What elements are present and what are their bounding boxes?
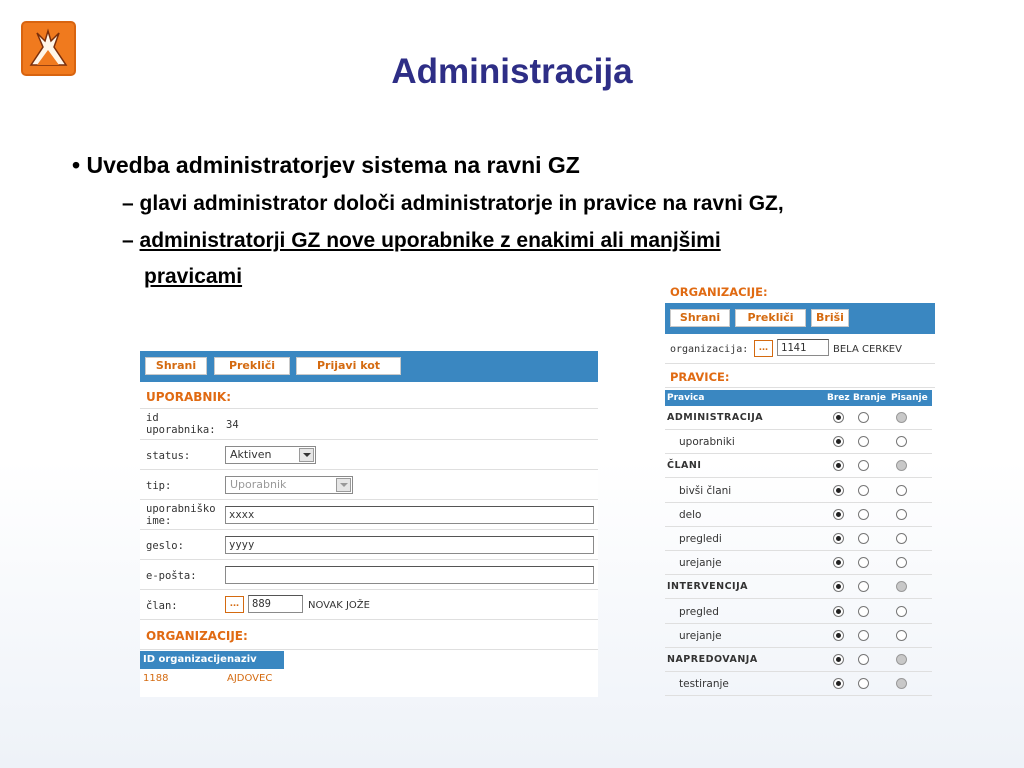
radio-write[interactable] bbox=[896, 630, 907, 641]
member-label: član: bbox=[146, 600, 178, 612]
user-toolbar bbox=[140, 351, 598, 382]
bullet-sub-1-text: glavi administrator določi administratorje in pravice na ravni GZ, bbox=[139, 192, 784, 215]
org-label: organizacija: bbox=[670, 344, 749, 355]
radio-read[interactable] bbox=[858, 460, 869, 471]
table-row bbox=[665, 479, 932, 503]
radio-read[interactable] bbox=[858, 606, 869, 617]
radio-write[interactable] bbox=[896, 678, 907, 689]
org-id-cell: 1188 bbox=[143, 673, 169, 684]
org-name: BELA CERKEV bbox=[833, 344, 902, 355]
save-button[interactable]: Shrani bbox=[145, 357, 207, 375]
table-row bbox=[665, 624, 932, 648]
org-lookup-button[interactable]: ... bbox=[754, 340, 773, 357]
radio-write[interactable] bbox=[896, 485, 907, 496]
right-label: urejanje bbox=[679, 629, 722, 642]
table-row bbox=[665, 648, 932, 672]
radio-none[interactable] bbox=[833, 485, 844, 496]
bullet-dash: – bbox=[122, 192, 134, 215]
bullet-sub-1 bbox=[122, 192, 784, 216]
radio-none[interactable] bbox=[833, 412, 844, 423]
id-row bbox=[140, 409, 598, 440]
bullet-main bbox=[72, 152, 580, 179]
table-row bbox=[665, 503, 932, 527]
type-row bbox=[140, 470, 598, 500]
user-section-heading: UPORABNIK: bbox=[146, 390, 232, 404]
radio-none[interactable] bbox=[833, 436, 844, 447]
right-label: ČLANI bbox=[667, 460, 702, 472]
rights-section-row bbox=[665, 364, 935, 388]
radio-write[interactable] bbox=[896, 412, 907, 423]
radio-none[interactable] bbox=[833, 654, 844, 665]
cancel-button[interactable]: Prekliči bbox=[214, 357, 290, 375]
table-row bbox=[665, 575, 932, 599]
radio-none[interactable] bbox=[833, 557, 844, 568]
org-section-heading: ORGANIZACIJE: bbox=[146, 629, 248, 643]
delete-button[interactable]: Briši bbox=[811, 309, 849, 327]
username-label: uporabniško ime: bbox=[146, 503, 216, 527]
table-row bbox=[665, 454, 932, 478]
id-label: id uporabnika: bbox=[146, 412, 216, 436]
password-input[interactable]: yyyy bbox=[225, 536, 594, 554]
slide-title: Administracija bbox=[391, 52, 633, 91]
radio-write[interactable] bbox=[896, 533, 907, 544]
status-row bbox=[140, 440, 598, 470]
member-name: NOVAK JOŽE bbox=[308, 600, 370, 611]
right-label: uporabniki bbox=[679, 436, 735, 449]
chevron-down-icon bbox=[336, 478, 351, 492]
radio-none[interactable] bbox=[833, 581, 844, 592]
username-input[interactable]: xxxx bbox=[225, 506, 594, 524]
right-label: delo bbox=[679, 508, 702, 521]
table-row bbox=[665, 406, 932, 430]
user-form-panel bbox=[140, 351, 598, 697]
rights-table-header bbox=[665, 390, 932, 406]
member-id-input[interactable]: 889 bbox=[248, 595, 303, 613]
radio-read[interactable] bbox=[858, 581, 869, 592]
right-label: ADMINISTRACIJA bbox=[667, 412, 764, 423]
username-row bbox=[140, 500, 598, 530]
radio-write[interactable] bbox=[896, 654, 907, 665]
status-select[interactable]: Aktiven bbox=[225, 446, 316, 464]
radio-write[interactable] bbox=[896, 606, 907, 617]
member-lookup-button[interactable]: ... bbox=[225, 596, 244, 613]
chevron-down-icon bbox=[299, 448, 314, 462]
rights-toolbar bbox=[665, 303, 935, 334]
radio-write[interactable] bbox=[896, 436, 907, 447]
radio-none[interactable] bbox=[833, 678, 844, 689]
table-row[interactable] bbox=[140, 669, 598, 697]
bullet-dash: – bbox=[122, 229, 134, 252]
radio-none[interactable] bbox=[833, 533, 844, 544]
id-value: 34 bbox=[226, 419, 239, 431]
radio-read[interactable] bbox=[858, 654, 869, 665]
org-table-col-name: naziv bbox=[227, 654, 257, 665]
radio-read[interactable] bbox=[858, 436, 869, 447]
radio-read[interactable] bbox=[858, 485, 869, 496]
org-table-header bbox=[140, 651, 284, 669]
type-label: tip: bbox=[146, 480, 172, 492]
col-read: Branje bbox=[853, 393, 886, 403]
col-write: Pisanje bbox=[891, 393, 928, 403]
save-button[interactable]: Shrani bbox=[670, 309, 730, 327]
table-row bbox=[665, 551, 932, 575]
bullet-sub-2-text: administratorji GZ nove uporabnike z enakimi ali manjšimi bbox=[139, 229, 721, 252]
right-label: pregledi bbox=[679, 533, 722, 545]
email-row bbox=[140, 560, 598, 590]
table-row bbox=[665, 430, 932, 454]
radio-read[interactable] bbox=[858, 557, 869, 568]
right-label: pregled bbox=[679, 605, 719, 618]
radio-write[interactable] bbox=[896, 460, 907, 471]
radio-none[interactable] bbox=[833, 630, 844, 641]
table-row bbox=[665, 600, 932, 624]
radio-none[interactable] bbox=[833, 606, 844, 617]
table-row bbox=[665, 672, 932, 696]
password-label: geslo: bbox=[146, 540, 184, 552]
org-row bbox=[665, 334, 935, 364]
radio-none[interactable] bbox=[833, 460, 844, 471]
org-section-heading: ORGANIZACIJE: bbox=[670, 285, 768, 299]
radio-write[interactable] bbox=[896, 557, 907, 568]
password-row bbox=[140, 530, 598, 560]
bullet-sub-2 bbox=[122, 229, 721, 253]
col-none: Brez bbox=[827, 393, 850, 403]
radio-read[interactable] bbox=[858, 412, 869, 423]
email-label: e-pošta: bbox=[146, 570, 197, 582]
type-select[interactable]: Uporabnik bbox=[225, 476, 353, 494]
radio-read[interactable] bbox=[858, 509, 869, 520]
org-name-cell: AJDOVEC bbox=[227, 673, 273, 684]
email-input[interactable] bbox=[225, 566, 594, 584]
bullet-main-text: Uvedba administratorjev sistema na ravni GZ bbox=[86, 152, 580, 178]
rights-section-heading: PRAVICE: bbox=[670, 370, 730, 384]
user-section-row bbox=[140, 382, 598, 409]
radio-write[interactable] bbox=[896, 581, 907, 592]
rights-panel bbox=[665, 281, 935, 699]
org-id-input[interactable]: 1141 bbox=[777, 339, 829, 356]
radio-read[interactable] bbox=[858, 533, 869, 544]
status-label: status: bbox=[146, 450, 191, 462]
cancel-button[interactable]: Prekliči bbox=[735, 309, 806, 327]
org-section-row bbox=[140, 620, 598, 650]
radio-none[interactable] bbox=[833, 509, 844, 520]
right-label: NAPREDOVANJA bbox=[667, 654, 758, 665]
right-label: testiranje bbox=[679, 678, 729, 691]
table-row bbox=[665, 527, 932, 551]
radio-write[interactable] bbox=[896, 509, 907, 520]
right-label: urejanje bbox=[679, 557, 722, 570]
col-right: Pravica bbox=[667, 393, 705, 403]
org-table-col-id: ID organizacije bbox=[143, 654, 227, 665]
radio-read[interactable] bbox=[858, 678, 869, 689]
member-row bbox=[140, 590, 598, 620]
bullet-sub-2-text-cont: pravicami bbox=[144, 265, 243, 288]
bullet-dot: • bbox=[72, 152, 81, 178]
login-as-button[interactable]: Prijavi kot bbox=[296, 357, 401, 375]
right-label: bivši člani bbox=[679, 484, 732, 497]
radio-read[interactable] bbox=[858, 630, 869, 641]
right-label: INTERVENCIJA bbox=[667, 581, 748, 593]
